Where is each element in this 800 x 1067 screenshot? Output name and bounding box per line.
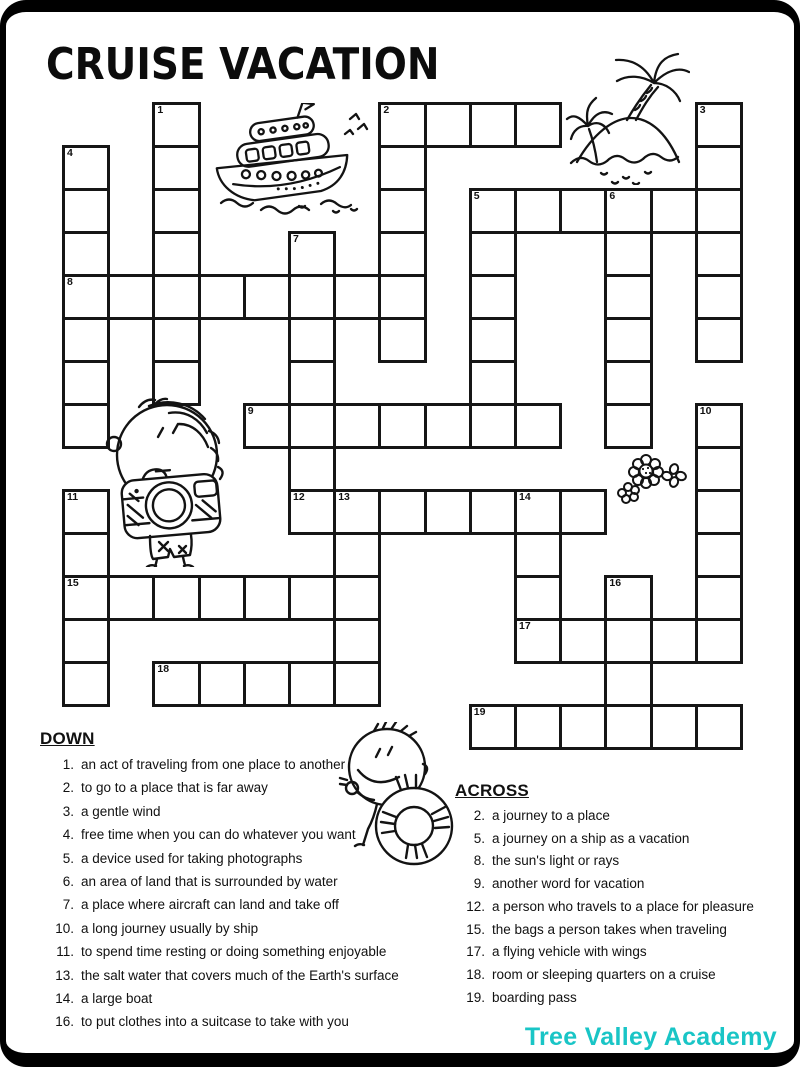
- cell-number: 1: [157, 104, 164, 116]
- grid-cell[interactable]: [107, 575, 155, 621]
- grid-cell[interactable]: [288, 489, 336, 535]
- grid-cell[interactable]: [62, 145, 110, 191]
- cell-number: 6: [609, 190, 616, 202]
- clue-text: a place where aircraft can land and take off: [81, 897, 339, 913]
- cell-number: 10: [699, 405, 712, 417]
- grid-cell[interactable]: [152, 575, 200, 621]
- across-clues-list: [455, 805, 800, 1009]
- clue-text: a person who travels to a place for pleasure: [492, 898, 754, 914]
- grid-cell[interactable]: [288, 360, 336, 406]
- grid-cell[interactable]: [604, 661, 652, 707]
- page-title: CRUISE VACATION: [46, 40, 440, 91]
- grid-cell[interactable]: [559, 188, 607, 234]
- grid-cell[interactable]: [378, 274, 426, 320]
- grid-cell[interactable]: [152, 317, 200, 363]
- grid-cell[interactable]: [514, 532, 562, 578]
- grid-cell[interactable]: [62, 618, 110, 664]
- grid-cell[interactable]: [152, 661, 200, 707]
- down-clue-item: [40, 870, 448, 893]
- cell-number: 8: [67, 276, 73, 288]
- down-clue-item: [40, 776, 448, 799]
- grid-cell[interactable]: [198, 575, 246, 621]
- grid-cell[interactable]: [333, 274, 381, 320]
- cruise-ship-illustration: [203, 103, 379, 215]
- clue-text: boarding pass: [492, 989, 577, 1005]
- cell-number: 11: [67, 491, 79, 503]
- clue-number: 3.: [62, 803, 74, 819]
- grid-cell[interactable]: [288, 661, 336, 707]
- clue-text: another word for vacation: [492, 876, 645, 892]
- cell-number: 9: [247, 405, 254, 417]
- grid-cell[interactable]: [604, 704, 652, 750]
- grid-cell[interactable]: [243, 403, 291, 449]
- clue-number: 17.: [466, 944, 485, 960]
- cell-number: 17: [519, 620, 531, 632]
- grid-cell[interactable]: [469, 489, 517, 535]
- grid-cell[interactable]: [650, 188, 698, 234]
- grid-cell[interactable]: [152, 145, 200, 191]
- grid-cell[interactable]: [333, 489, 381, 535]
- clue-text: a large boat: [81, 991, 153, 1007]
- grid-cell[interactable]: [243, 575, 291, 621]
- clue-number: 5.: [473, 830, 485, 846]
- across-clue-item: [455, 896, 800, 919]
- grid-cell[interactable]: [378, 317, 426, 363]
- down-clue-item: [40, 823, 448, 846]
- down-clue-item: [40, 753, 448, 776]
- clue-text: to spend time resting or doing something enjoyable: [81, 944, 387, 960]
- across-clue-item: [455, 873, 800, 896]
- across-clue-item: [455, 828, 800, 851]
- grid-cell[interactable]: [514, 102, 562, 148]
- grid-cell[interactable]: [604, 618, 652, 664]
- grid-cell[interactable]: [243, 661, 291, 707]
- across-clue-item: [455, 941, 800, 964]
- down-clue-item: [40, 940, 448, 963]
- clue-number: 10.: [55, 920, 74, 936]
- clue-number: 16.: [55, 1014, 74, 1030]
- down-clues-section: [40, 729, 448, 1034]
- clue-text: a flying vehicle with wings: [492, 944, 647, 960]
- cell-number: 14: [519, 491, 531, 503]
- grid-cell[interactable]: [62, 575, 110, 621]
- grid-cell[interactable]: [378, 489, 426, 535]
- across-header: ACROSS: [455, 781, 529, 800]
- grid-cell[interactable]: [695, 102, 743, 148]
- clue-text: a long journey usually by ship: [81, 920, 259, 936]
- grid-cell[interactable]: [288, 274, 336, 320]
- clue-number: 15.: [466, 921, 485, 937]
- across-clues-section: [455, 781, 800, 1009]
- grid-cell[interactable]: [559, 618, 607, 664]
- grid-cell[interactable]: [695, 403, 743, 449]
- clue-text: free time when you can do whatever you want: [81, 827, 356, 843]
- clue-text: a journey to a place: [492, 808, 610, 823]
- grid-cell[interactable]: [514, 188, 562, 234]
- grid-cell[interactable]: [62, 231, 110, 277]
- down-clues-list: [40, 753, 448, 1034]
- clue-number: 2.: [473, 808, 485, 823]
- cell-number: 4: [67, 147, 73, 159]
- grid-cell[interactable]: [198, 661, 246, 707]
- grid-cell[interactable]: [650, 618, 698, 664]
- grid-cell[interactable]: [695, 231, 743, 277]
- grid-cell[interactable]: [469, 102, 517, 148]
- clue-text: to put clothes into a suitcase to take with you: [81, 1014, 349, 1030]
- grid-cell[interactable]: [695, 618, 743, 664]
- grid-cell[interactable]: [695, 575, 743, 621]
- grid-cell[interactable]: [514, 403, 562, 449]
- grid-cell[interactable]: [288, 403, 336, 449]
- grid-cell[interactable]: [514, 704, 562, 750]
- grid-cell[interactable]: [333, 661, 381, 707]
- clue-number: 18.: [466, 966, 485, 982]
- brand-footer: Tree Valley Academy: [524, 1023, 777, 1051]
- clue-number: 8.: [473, 853, 485, 869]
- clue-text: to go to a place that is far away: [81, 780, 268, 796]
- flowers-illustration: [612, 449, 704, 507]
- across-clue-item: [455, 850, 800, 873]
- grid-cell[interactable]: [695, 532, 743, 578]
- grid-cell[interactable]: [695, 274, 743, 320]
- clue-text: the salt water that covers much of the Earth's surface: [81, 967, 399, 983]
- grid-cell[interactable]: [604, 360, 652, 406]
- grid-cell[interactable]: [514, 489, 562, 535]
- across-clue-item: [455, 964, 800, 987]
- grid-cell[interactable]: [469, 231, 517, 277]
- clue-number: 19.: [466, 989, 485, 1005]
- down-clue-item: [40, 964, 448, 987]
- grid-cell[interactable]: [695, 317, 743, 363]
- grid-cell[interactable]: [695, 704, 743, 750]
- clue-text: a journey on a ship as a vacation: [492, 830, 690, 846]
- cell-number: 13: [338, 491, 350, 503]
- cell-number: 12: [293, 491, 305, 503]
- clue-number: 13.: [55, 967, 74, 983]
- clue-text: the bags a person takes when traveling: [492, 921, 727, 937]
- cell-number: 16: [609, 577, 622, 589]
- clue-number: 12.: [466, 898, 485, 914]
- grid-cell[interactable]: [333, 575, 381, 621]
- down-header: DOWN: [40, 729, 95, 748]
- down-clue-item: [40, 987, 448, 1010]
- grid-cell[interactable]: [62, 317, 110, 363]
- grid-cell[interactable]: [152, 231, 200, 277]
- grid-cell[interactable]: [650, 704, 698, 750]
- grid-cell[interactable]: [378, 188, 426, 234]
- grid-cell[interactable]: [695, 489, 743, 535]
- grid-cell[interactable]: [333, 403, 381, 449]
- clue-text: a gentle wind: [81, 803, 161, 819]
- clue-number: 4.: [62, 827, 74, 843]
- cell-number: 3: [699, 104, 706, 116]
- grid-cell[interactable]: [604, 575, 652, 621]
- cell-number: 15: [67, 577, 79, 589]
- grid-cell[interactable]: [695, 145, 743, 191]
- grid-cell[interactable]: [695, 446, 743, 492]
- grid-cell[interactable]: [604, 274, 652, 320]
- grid-cell[interactable]: [152, 102, 200, 148]
- grid-cell[interactable]: [378, 102, 426, 148]
- grid-cell[interactable]: [62, 403, 110, 449]
- clue-number: 6.: [62, 874, 74, 890]
- down-clue-item: [40, 800, 448, 823]
- grid-cell[interactable]: [62, 661, 110, 707]
- clue-number: 14.: [55, 991, 74, 1007]
- cell-number: 18: [157, 663, 170, 675]
- grid-cell[interactable]: [469, 317, 517, 363]
- grid-cell[interactable]: [378, 145, 426, 191]
- down-clue-item: [40, 847, 448, 870]
- grid-cell[interactable]: [559, 704, 607, 750]
- clue-number: 9.: [473, 876, 485, 892]
- cell-number: 5: [473, 190, 480, 202]
- grid-cell[interactable]: [288, 231, 336, 277]
- grid-cell[interactable]: [514, 575, 562, 621]
- grid-cell[interactable]: [62, 532, 110, 578]
- grid-cell[interactable]: [62, 188, 110, 234]
- down-clue-item: [40, 1010, 448, 1033]
- grid-cell[interactable]: [333, 618, 381, 664]
- clue-text: room or sleeping quarters on a cruise: [492, 966, 716, 982]
- clue-text: the sun's light or rays: [492, 853, 620, 869]
- grid-cell[interactable]: [604, 403, 652, 449]
- grid-cell[interactable]: [152, 188, 200, 234]
- grid-cell[interactable]: [424, 403, 472, 449]
- grid-cell[interactable]: [469, 704, 517, 750]
- clue-number: 1.: [62, 757, 74, 772]
- grid-cell[interactable]: [559, 489, 607, 535]
- grid-cell[interactable]: [469, 188, 517, 234]
- grid-cell[interactable]: [604, 188, 652, 234]
- down-clue-item: [40, 917, 448, 940]
- grid-cell[interactable]: [198, 274, 246, 320]
- clue-number: 7.: [62, 897, 74, 913]
- clue-number: 11.: [56, 944, 74, 960]
- grid-cell[interactable]: [62, 274, 110, 320]
- cell-number: 19: [473, 706, 486, 718]
- grid-cell[interactable]: [243, 274, 291, 320]
- grid-cell[interactable]: [378, 403, 426, 449]
- grid-cell[interactable]: [107, 274, 155, 320]
- clue-text: an act of traveling from one place to another: [81, 757, 346, 772]
- clue-number: 2.: [62, 780, 74, 796]
- grid-cell[interactable]: [152, 360, 200, 406]
- grid-cell[interactable]: [62, 360, 110, 406]
- across-clue-item: [455, 919, 800, 942]
- grid-cell[interactable]: [469, 360, 517, 406]
- grid-cell[interactable]: [288, 317, 336, 363]
- cell-number: 7: [293, 233, 299, 245]
- grid-cell[interactable]: [288, 446, 336, 492]
- grid-cell[interactable]: [604, 231, 652, 277]
- grid-cell[interactable]: [378, 231, 426, 277]
- clue-number: 5.: [62, 850, 74, 866]
- grid-cell[interactable]: [152, 274, 200, 320]
- grid-cell[interactable]: [62, 489, 110, 535]
- grid-cell[interactable]: [514, 618, 562, 664]
- grid-cell[interactable]: [424, 489, 472, 535]
- grid-cell[interactable]: [695, 188, 743, 234]
- grid-cell[interactable]: [333, 532, 381, 578]
- across-clue-item: [455, 987, 800, 1010]
- grid-cell[interactable]: [469, 274, 517, 320]
- across-clue-item: [455, 805, 800, 828]
- clue-text: an area of land that is surrounded by water: [81, 874, 338, 890]
- palm-island-illustration: [565, 52, 690, 185]
- grid-cell[interactable]: [288, 575, 336, 621]
- clue-text: a device used for taking photographs: [81, 850, 303, 866]
- cell-number: 2: [383, 104, 390, 116]
- kid-with-camera-illustration: [93, 391, 249, 567]
- grid-cell[interactable]: [424, 102, 472, 148]
- down-clue-item: [40, 893, 448, 916]
- grid-cell[interactable]: [604, 317, 652, 363]
- grid-cell[interactable]: [469, 403, 517, 449]
